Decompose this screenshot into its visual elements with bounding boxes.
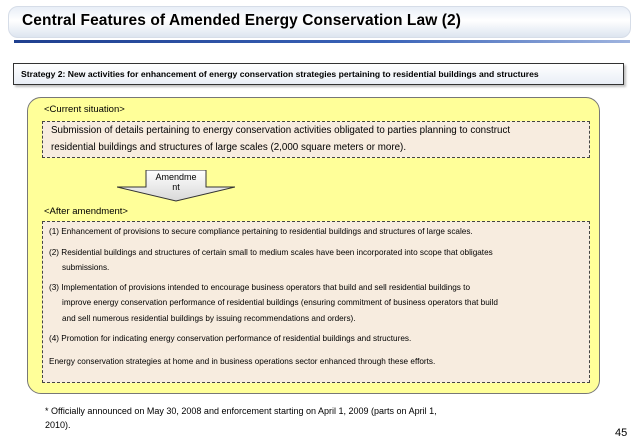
strategy-text: Strategy 2: New activities for enhancement of energy conservation strategies pertaining to residential buildings and structures xyxy=(21,69,539,79)
summary-line: Energy conservation strategies at home and in business operations sector enhanced through these efforts. xyxy=(49,357,436,366)
item-3-cont-2: and sell numerous residential buildings by issuing recommendations and orders). xyxy=(62,314,356,323)
item-3-cont-1: improve energy conservation performance of residential buildings (ensuring commitment of business operators that build xyxy=(62,298,498,307)
item-2-cont: submissions. xyxy=(62,263,110,272)
after-amendment-box xyxy=(42,221,590,383)
current-situation-box xyxy=(42,121,590,158)
strategy-box xyxy=(13,63,624,85)
item-2: (2) Residential buildings and structures of certain small to medium scales have been incorporated into scope that obligates xyxy=(49,248,493,257)
page-title: Central Features of Amended Energy Conservation Law (2) xyxy=(22,12,462,29)
arrow-label-line-1: Amendme xyxy=(155,172,197,182)
item-3: (3) Implementation of provisions intended to encourage business operators that build and sell residential buildings to xyxy=(49,283,471,292)
current-situation-label: <Current situation> xyxy=(44,104,125,115)
item-4: (4) Promotion for indicating energy conservation performance of residential buildings and structures. xyxy=(49,334,412,343)
page-number: 45 xyxy=(615,427,628,439)
amendment-arrow-label xyxy=(146,172,206,192)
current-line-1: Submission of details pertaining to energy conservation activities obligated to parties planning to construct xyxy=(51,125,511,136)
arrow-label-line-2: nt xyxy=(172,182,180,192)
current-line-2: residential buildings and structures of large scales (2,000 square meters or more). xyxy=(51,142,407,153)
item-1: (1) Enhancement of provisions to secure compliance pertaining to residential buildings and structures of large scales. xyxy=(49,227,473,236)
footnote-line-1: * Officially announced on May 30, 2008 and enforcement starting on April 1, 2009 (parts on April 1, xyxy=(45,406,437,416)
after-amendment-label: <After amendment> xyxy=(44,206,128,217)
title-divider xyxy=(14,40,630,43)
footnote-line-2: 2010). xyxy=(45,420,71,430)
